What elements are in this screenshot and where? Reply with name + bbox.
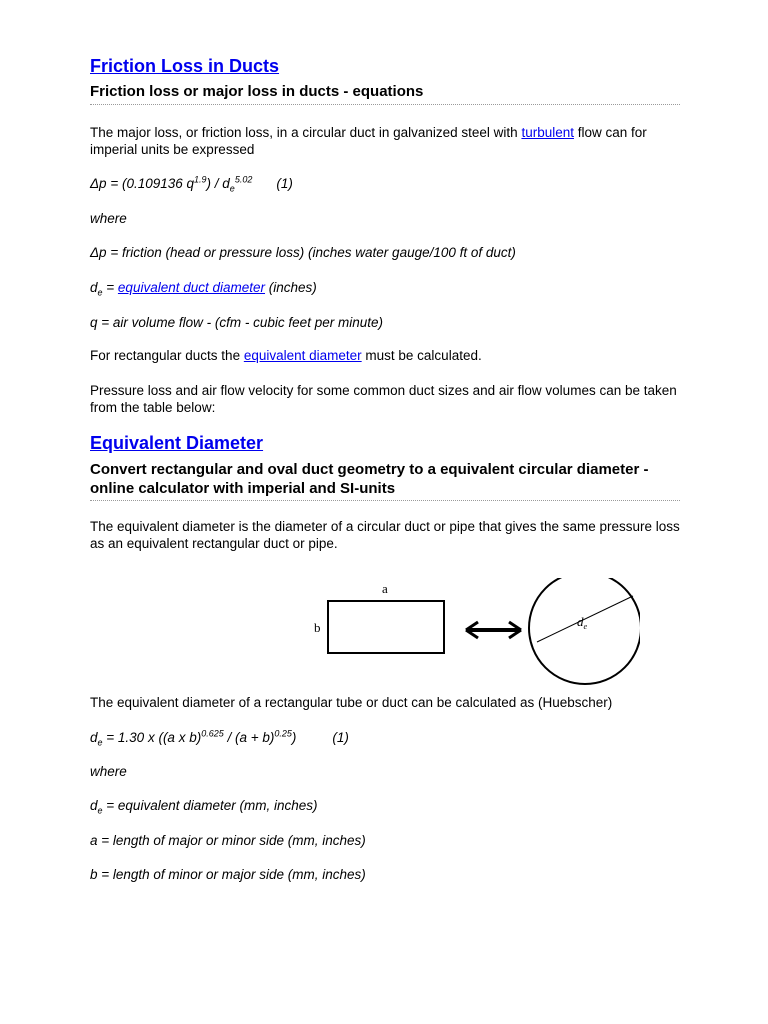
eq-number: (1)	[276, 176, 293, 191]
de-equals: =	[102, 280, 118, 295]
turbulent-link[interactable]: turbulent	[521, 125, 574, 140]
de2-subscript: e	[97, 805, 103, 816]
divider	[90, 104, 680, 105]
de2-symbol: d	[90, 798, 98, 813]
eq2-part2: / (a + b)	[223, 730, 275, 745]
diameter-line	[537, 596, 633, 642]
table-note-paragraph: Pressure loss and air flow velocity for some common duct sizes and air flow volumes can be taken from the table below:	[90, 383, 677, 415]
eq2-exp2: 0.25	[274, 728, 292, 739]
section-title-equivalent-diameter[interactable]: Equivalent Diameter	[90, 433, 264, 453]
friction-equation	[90, 175, 680, 192]
de-units: (inches)	[265, 280, 317, 295]
circular-duct-shape	[529, 578, 640, 684]
eq2-subscript: e	[97, 737, 103, 748]
section-subtitle-equivalent-diameter: Convert rectangular and oval duct geometry to a equivalent circular diameter - online calculator with imperial and SI-units	[90, 461, 649, 497]
eq2-part3: )	[291, 730, 297, 745]
rect-text-start: For rectangular ducts the	[90, 348, 244, 363]
intro-paragraph	[90, 124, 680, 158]
eq2-part1: = 1.30 x ((a x b)	[102, 730, 202, 745]
equivalent-duct-diameter-link[interactable]: equivalent duct diameter	[117, 280, 266, 295]
definition-q: q = air volume flow - (cfm - cubic feet per minute)	[90, 315, 383, 330]
section-subtitle-friction-loss: Friction loss or major loss in ducts - equations	[90, 83, 424, 100]
equivalent-diameter-equation	[90, 729, 680, 746]
de-symbol: d	[90, 280, 98, 295]
de2-text: = equivalent diameter (mm, inches)	[102, 798, 318, 813]
equivalent-diameter-intro: The equivalent diameter is the diameter of a circular duct or pipe that gives the same pressure loss as an equivalent rectangular duct or pipe.	[90, 519, 680, 551]
rect-to-circle-diagram	[300, 578, 640, 688]
label-b-side: b	[314, 620, 321, 635]
equivalent-diameter-link[interactable]: equivalent diameter	[243, 348, 362, 363]
de-subscript: e	[97, 287, 103, 298]
definition-de	[90, 279, 680, 296]
definition-b: b = length of minor or major side (mm, inches)	[90, 867, 366, 882]
intro-text-end: flow can for imperial units be expressed	[90, 125, 647, 157]
definition-dp: Δp = friction (head or pressure loss) (inches water gauge/100 ft of duct)	[90, 245, 516, 260]
divider	[90, 500, 680, 501]
eq-lhs: Δp = (0.109136 q	[90, 176, 195, 191]
label-a-top: a	[382, 581, 388, 596]
eq2-number: (1)	[332, 730, 349, 745]
eq-de-exponent: 5.02	[234, 174, 253, 185]
section-title-friction-loss[interactable]: Friction Loss in Ducts	[90, 56, 280, 76]
rect-text-end: must be calculated.	[361, 348, 482, 363]
eq-de-subscript: e	[229, 183, 235, 194]
label-de: $d_e$	[577, 614, 588, 631]
double-arrow-icon	[466, 622, 521, 638]
where-label: where	[90, 211, 127, 226]
where-label-2: where	[90, 764, 127, 779]
eq-mid: ) / d	[206, 176, 230, 191]
definition-a: a = length of major or minor side (mm, inches)	[90, 833, 366, 848]
eq2-exp1: 0.625	[201, 728, 224, 739]
definition-de-2	[90, 797, 680, 814]
rectangular-duct-shape	[328, 601, 444, 653]
eq-q-exponent: 1.9	[194, 174, 207, 185]
rectangular-ducts-paragraph	[90, 347, 680, 364]
huebscher-paragraph: The equivalent diameter of a rectangular tube or duct can be calculated as (Huebscher)	[90, 695, 613, 710]
eq2-d: d	[90, 730, 98, 745]
intro-text-start: The major loss, or friction loss, in a circular duct in galvanized steel with	[90, 125, 522, 140]
